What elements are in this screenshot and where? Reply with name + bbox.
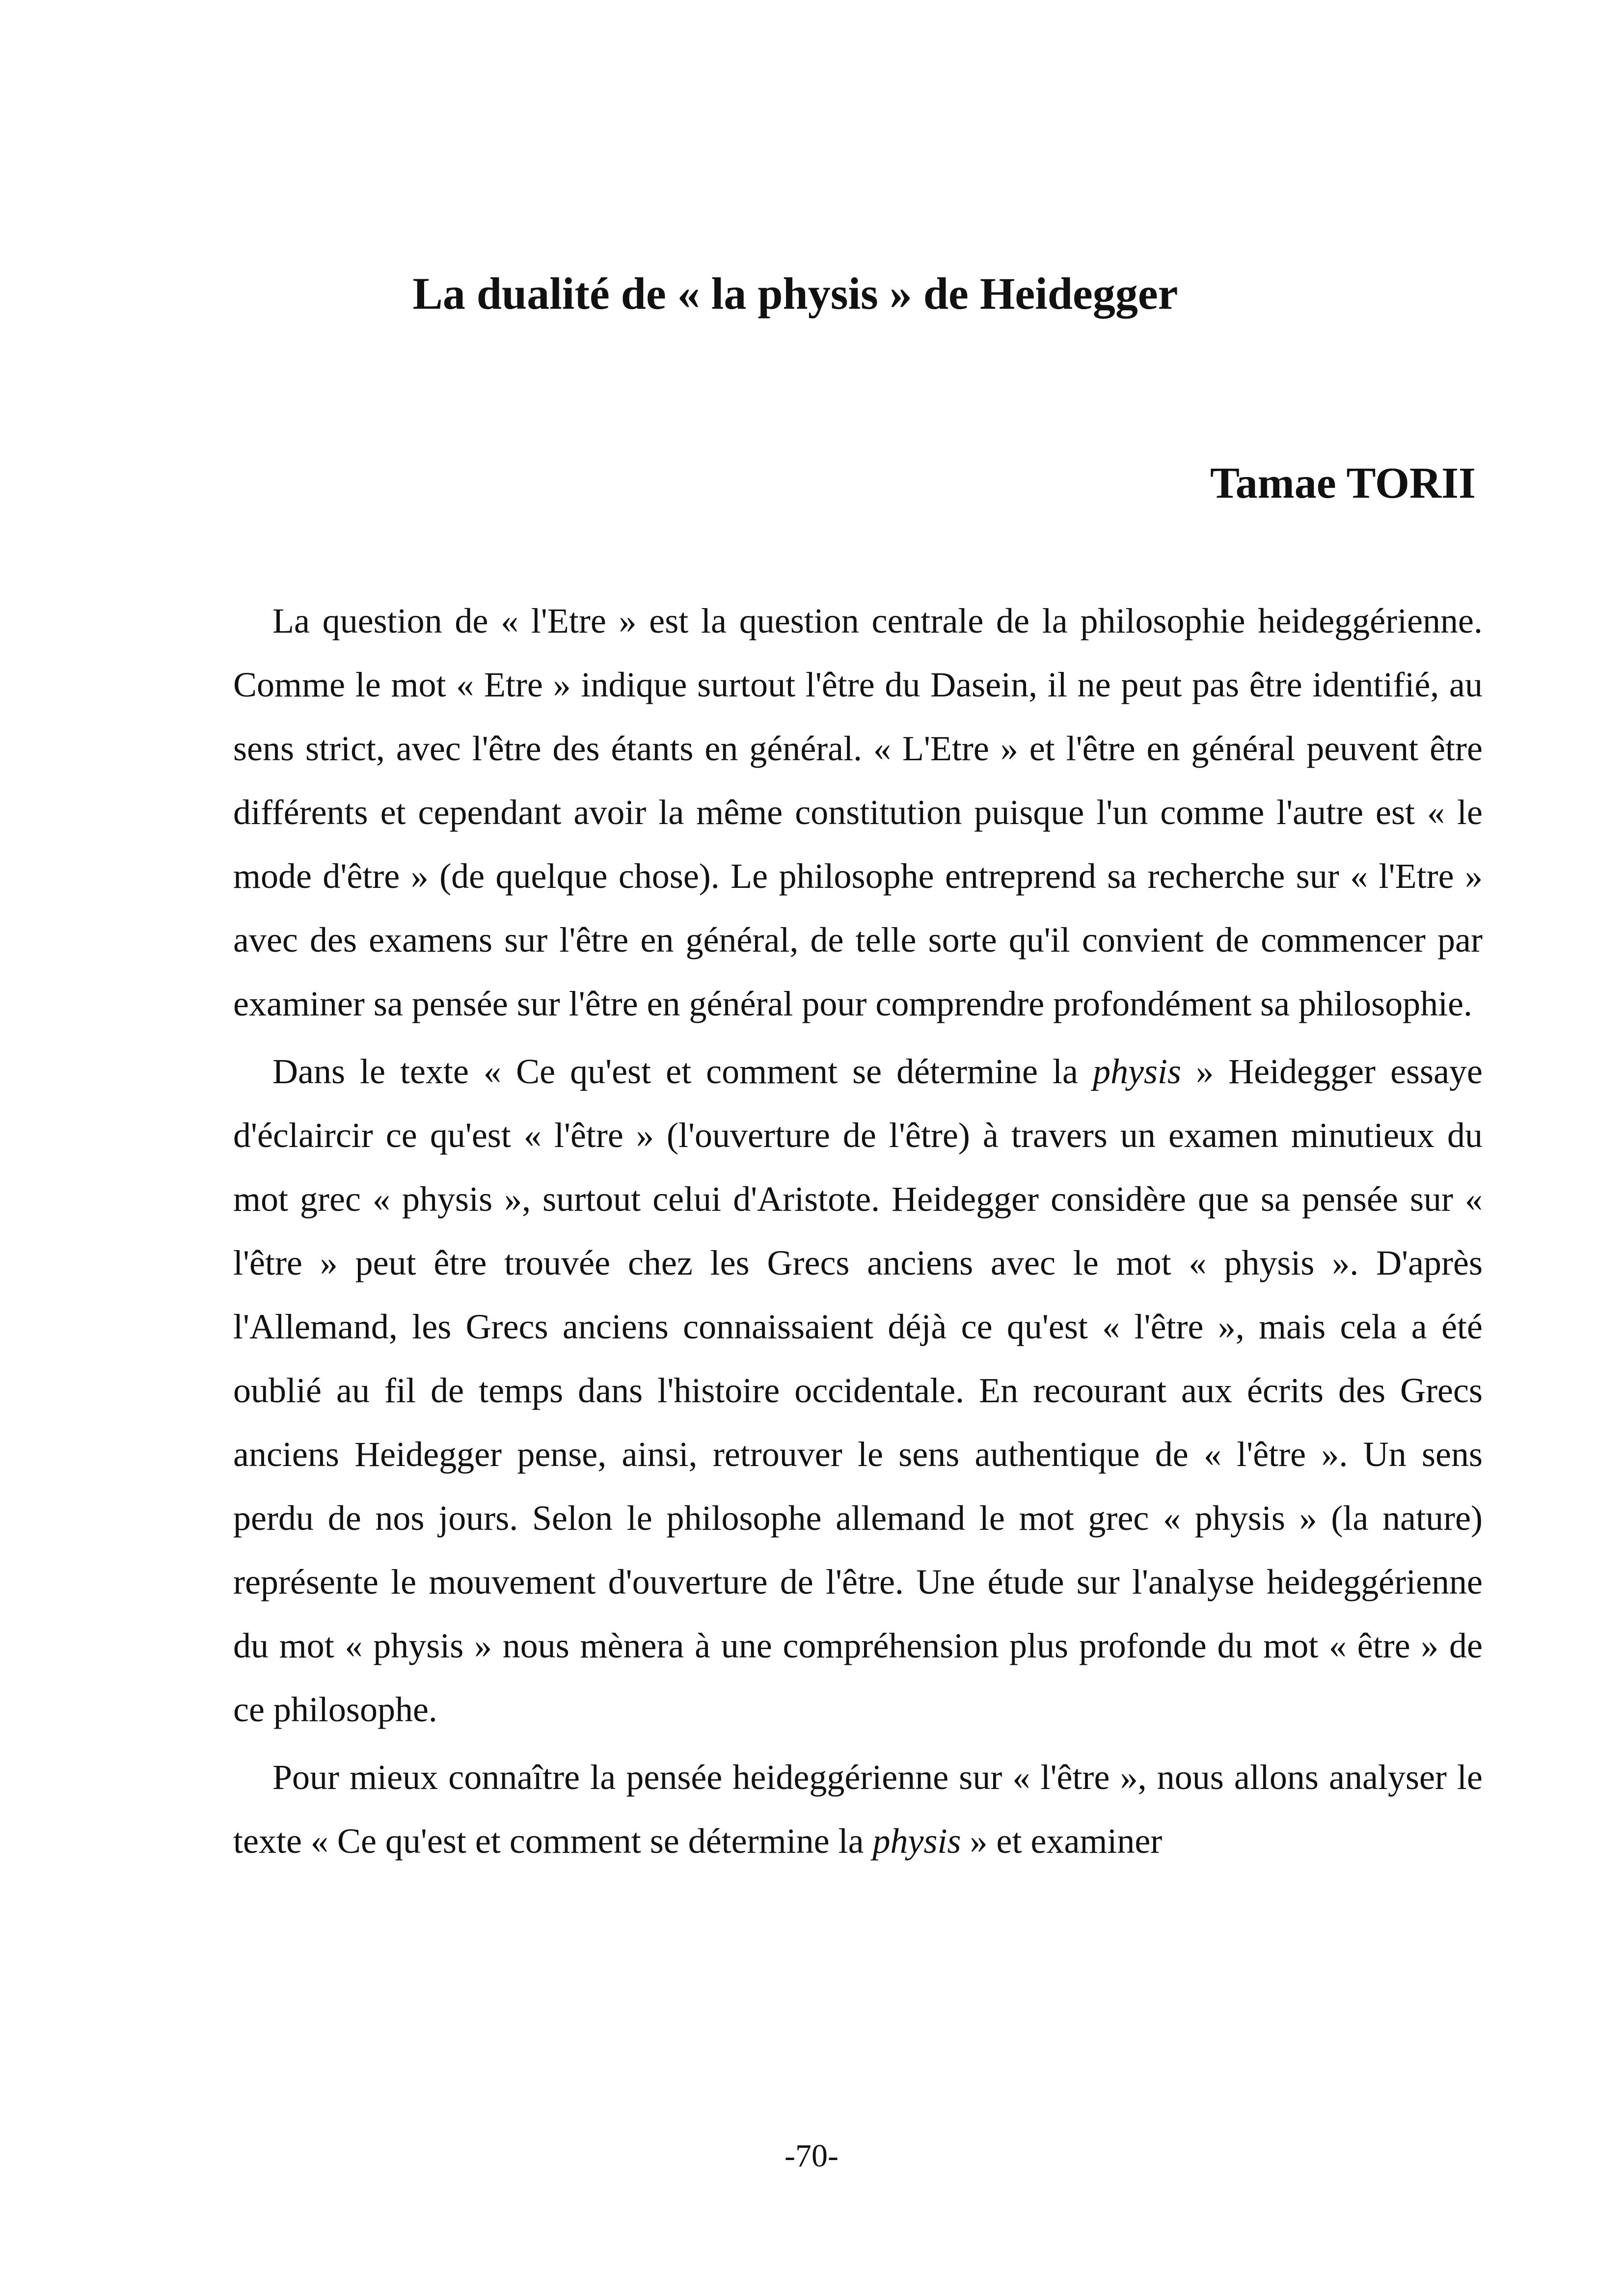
author-name: Tamae TORII bbox=[1210, 459, 1476, 507]
paragraph-2-text-b: » Heidegger essaye d'éclaircir ce qu'est « l'être » (l'ouverture de l'être) à travers un examen minutieux du mot grec « physis », surtout celui d'Aristote. Heidegger considère que sa pensée sur « l'être » peut être trouvée chez les Grecs anciens avec le mot « physis ». D'après l'Allemand, les Grecs anciens connaissaient déjà ce qu'est « l'être », mais cela a été oublié au fil de temps dans l'histoire occidentale. En recourant aux écrits des Grecs anciens Heidegger pense, ainsi, retrouver le sens authentique de « l'être ». Un sens perdu de nos jours. Selon le philosophe allemand le mot grec « physis » (la nature) représente le mouvement d'ouverture de l'être. Une étude sur l'analyse heideggérienne du mot « physis » nous mènera à une compréhension plus profonde du mot « être » de ce philosophe. bbox=[233, 1052, 1483, 1729]
paragraph-3 bbox=[233, 1745, 1483, 1873]
article-body bbox=[233, 589, 1483, 1873]
paragraph-3-text-b: » et examiner bbox=[961, 1821, 1163, 1861]
page-number: -70- bbox=[784, 2138, 839, 2174]
paragraph-2 bbox=[233, 1040, 1483, 1741]
paragraph-3-text-a: Pour mieux connaître la pensée heideggérienne sur « l'être », nous allons analyser le texte « Ce qu'est et comment se détermine la bbox=[233, 1758, 1483, 1861]
paragraph-2-italic-term: physis bbox=[1093, 1052, 1182, 1091]
paragraph-1-text: La question de « l'Etre » est la question centrale de la philosophie heideggérienne. Comme le mot « Etre » indique surtout l'être du Dasein, il ne peut pas être identifié, au sens strict, avec l'être des étants en général. « L'Etre » et l'être en général peuvent être différents et cependant avoir la même constitution puisque l'un comme l'autre est « le mode d'être » (de quelque chose). Le philosophe entreprend sa recherche sur « l'Etre » avec des examens sur l'être en général, de telle sorte qu'il convient de commencer par examiner sa pensée sur l'être en général pour comprendre profondément sa philosophie. bbox=[233, 601, 1483, 1023]
paragraph-2-text-a: Dans le texte « Ce qu'est et comment se détermine la bbox=[272, 1052, 1093, 1091]
paragraph-3-italic-term: physis bbox=[872, 1821, 961, 1861]
article-title: La dualité de « la physis » de Heidegger bbox=[412, 268, 1178, 319]
paragraph-1 bbox=[233, 589, 1483, 1036]
